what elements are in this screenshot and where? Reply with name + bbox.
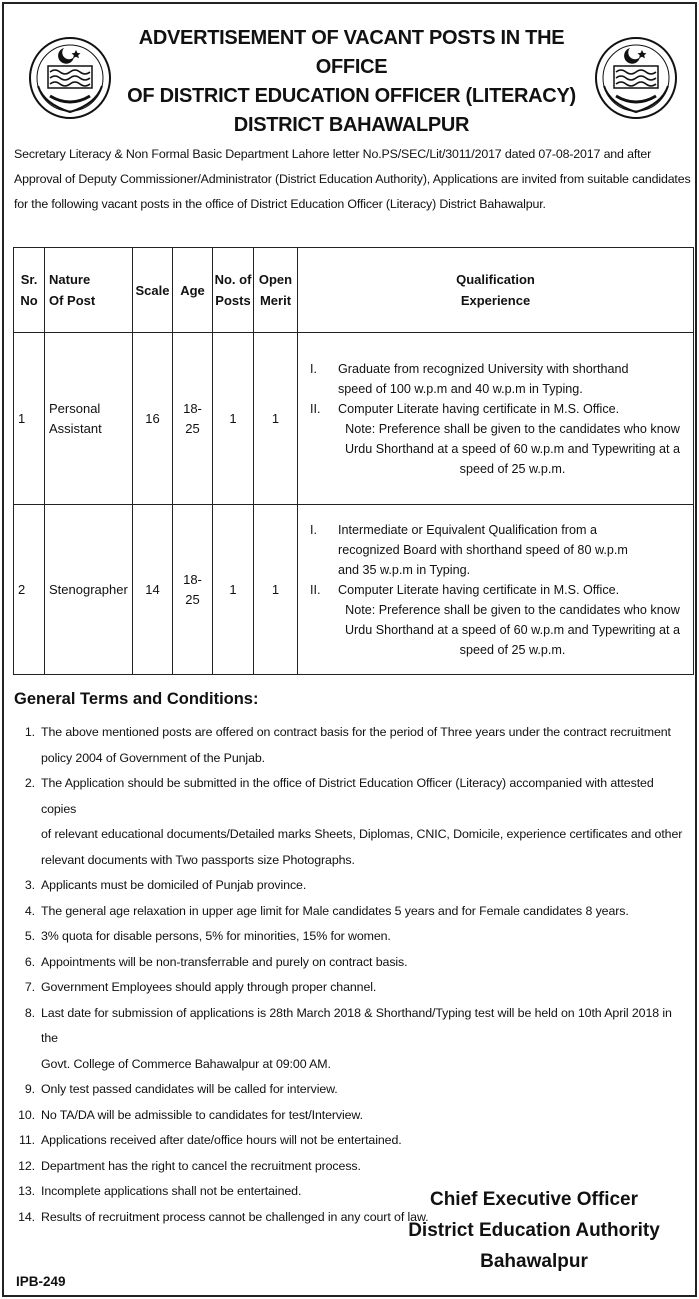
qualification-note: Note: Preference shall be given to the candidates who know Urdu Shorthand at a speed of 60 w.p.m and Typewriting at a speed of 25 w.p.m. (344, 421, 681, 476)
cell-merit: 1 (254, 505, 298, 675)
list-item (14, 1077, 690, 1103)
term-text (41, 950, 690, 976)
term-number: 7. (24, 980, 35, 994)
term-number: 13. (18, 1184, 35, 1198)
signature-line-3: Bahawalpur (480, 1251, 588, 1272)
intro-paragraph (14, 142, 692, 217)
list-item (14, 950, 690, 976)
term-line: Applicants must be domiciled of Punjab province. (41, 878, 307, 892)
header-sr-no: Sr. No (14, 248, 45, 333)
term-line: Incomplete applications shall not be entertained. (41, 1184, 302, 1198)
list-item (14, 771, 690, 873)
term-text (41, 1154, 690, 1180)
term-number: 3. (24, 878, 35, 892)
intro-line-1: Secretary Literacy & Non Formal Basic Department Lahore letter No.PS/SEC/Lit/3011/2017 dated 07-08-2017 and after (14, 147, 652, 161)
list-item (14, 1103, 690, 1129)
header-nature-of-post: Nature Of Post (45, 248, 133, 333)
cell-post: Stenographer (45, 505, 133, 675)
punjab-emblem-icon (594, 36, 678, 120)
term-text (41, 771, 690, 873)
term-number: 14. (18, 1209, 35, 1224)
intro-line-3: for the following vacant posts in the office of District Education Officer (Literacy) District Bahawalpur. (14, 197, 546, 211)
term-line: The general age relaxation in upper age limit for Male candidates 5 years and for Female candidates 8 years. (41, 903, 629, 918)
table-header-row (14, 248, 694, 333)
term-number: 11. (18, 1133, 35, 1147)
term-number: 4. (24, 903, 35, 918)
list-item (14, 1001, 690, 1078)
header-qualification: Qualification Experience (298, 248, 694, 333)
advertisement-page (2, 2, 697, 1297)
cell-age: 18-25 (173, 333, 213, 505)
cell-qualification: I. Intermediate or Equivalent Qualification from a recognized Board with shorthand speed of 80 w.p.m and 35 w.p.m in Typing. II. Computer Literate having certificate in M.S. Office. Note: Preference shall be given to the candidates who know Urdu Shorthand at a speed of 60 w.p.m and Typewriting at a speed of 25 w.p.m. (298, 505, 694, 675)
header-scale: Scale (133, 248, 173, 333)
cell-scale: 16 (133, 333, 173, 505)
term-number: 1. (24, 725, 35, 739)
term-text (41, 1128, 690, 1154)
title-line-1: ADVERTISEMENT OF VACANT POSTS IN THE OFFICE (138, 27, 565, 78)
term-number: 5. (24, 929, 35, 943)
term-number: 8. (24, 1005, 35, 1020)
term-number: 12. (18, 1158, 35, 1173)
title-line-3: DISTRICT BAHAWALPUR (233, 114, 470, 136)
term-text (41, 1001, 690, 1078)
ad-code: IPB-249 (16, 1274, 66, 1289)
header-age: Age (173, 248, 213, 333)
cell-sr: 1 (14, 333, 45, 505)
term-line: The above mentioned posts are offered on contract basis for the period of Three years under the contract recruitment (41, 725, 671, 739)
list-item (14, 1128, 690, 1154)
list-item (14, 1154, 690, 1180)
term-line: Appointments will be non-transferrable and purely on contract basis. (41, 954, 408, 969)
cell-sr: 2 (14, 505, 45, 675)
list-item (14, 899, 690, 925)
title-line-2: OF DISTRICT EDUCATION OFFICER (LITERACY) (127, 85, 576, 107)
term-number: 2. (24, 776, 35, 790)
term-line: The Application should be submitted in the office of District Education Officer (Literacy) accompanied with attested copies (41, 776, 654, 816)
table-row (14, 333, 694, 505)
term-text (41, 899, 690, 925)
header-open-merit: Open Merit (254, 248, 298, 333)
table-row (14, 505, 694, 675)
header-no-of-posts: No. of Posts (213, 248, 254, 333)
cell-post: Personal Assistant (45, 333, 133, 505)
term-line: of relevant educational documents/Detailed marks Sheets, Diplomas, CNIC, Domicile, experience certificates and other (41, 827, 683, 841)
term-number: 6. (24, 954, 35, 969)
term-line: Only test passed candidates will be called for interview. (41, 1082, 338, 1096)
term-line: 3% quota for disable persons, 5% for minorities, 15% for women. (41, 929, 391, 943)
list-item (14, 720, 690, 771)
cell-qualification: I. Graduate from recognized University with shorthand speed of 100 w.p.m and 40 w.p.m in Typing. II. Computer Literate having certificate in M.S. Office. Note: Preference shall be given to the candidates who know Urdu Shorthand at a speed of 60 w.p.m and Typewriting at a speed of 25 w.p.m. (298, 333, 694, 505)
list-item (14, 975, 690, 1001)
term-text (41, 873, 690, 899)
cell-posts: 1 (213, 505, 254, 675)
term-line: Results of recruitment process cannot be challenged in any court of law. (41, 1209, 429, 1224)
term-text (41, 1077, 690, 1103)
signature-block (384, 1184, 684, 1277)
signature-line-2: District Education Authority (408, 1220, 660, 1241)
term-text (41, 924, 690, 950)
term-line: Last date for submission of applications is 28th March 2018 & Shorthand/Typing test will be held on 10th April 2018 in the (41, 1005, 672, 1045)
term-line: Government Employees should apply through proper channel. (41, 980, 377, 994)
terms-list (14, 720, 690, 1230)
advertisement-title (114, 24, 589, 140)
term-number: 10. (18, 1107, 35, 1122)
term-line: No TA/DA will be admissible to candidates for test/Interview. (41, 1107, 363, 1122)
cell-posts: 1 (213, 333, 254, 505)
vacant-posts-table (13, 247, 694, 675)
punjab-emblem-icon (28, 36, 112, 120)
term-line: policy 2004 of Government of the Punjab. (41, 750, 265, 765)
cell-scale: 14 (133, 505, 173, 675)
terms-heading: General Terms and Conditions: (14, 690, 259, 708)
qualification-note: Note: Preference shall be given to the candidates who know Urdu Shorthand at a speed of 60 w.p.m and Typewriting at a speed of 25 w.p.m. (344, 602, 681, 657)
term-line: Department has the right to cancel the recruitment process. (41, 1158, 361, 1173)
term-text (41, 720, 690, 771)
term-text (41, 1103, 690, 1129)
list-item (14, 873, 690, 899)
term-line: relevant documents with Two passports size Photographs. (41, 852, 355, 867)
signature-line-1: Chief Executive Officer (429, 1189, 639, 1210)
list-item (14, 924, 690, 950)
term-number: 9. (24, 1082, 35, 1096)
intro-line-2: Approval of Deputy Commissioner/Administrator (District Education Authority), Applications are invited from suitable candidates (14, 172, 691, 186)
term-line: Applications received after date/office hours will not be entertained. (41, 1133, 402, 1147)
cell-merit: 1 (254, 333, 298, 505)
term-line: Govt. College of Commerce Bahawalpur at 09:00 AM. (41, 1056, 331, 1071)
cell-age: 18-25 (173, 505, 213, 675)
header (4, 14, 695, 134)
term-text (41, 975, 690, 1001)
